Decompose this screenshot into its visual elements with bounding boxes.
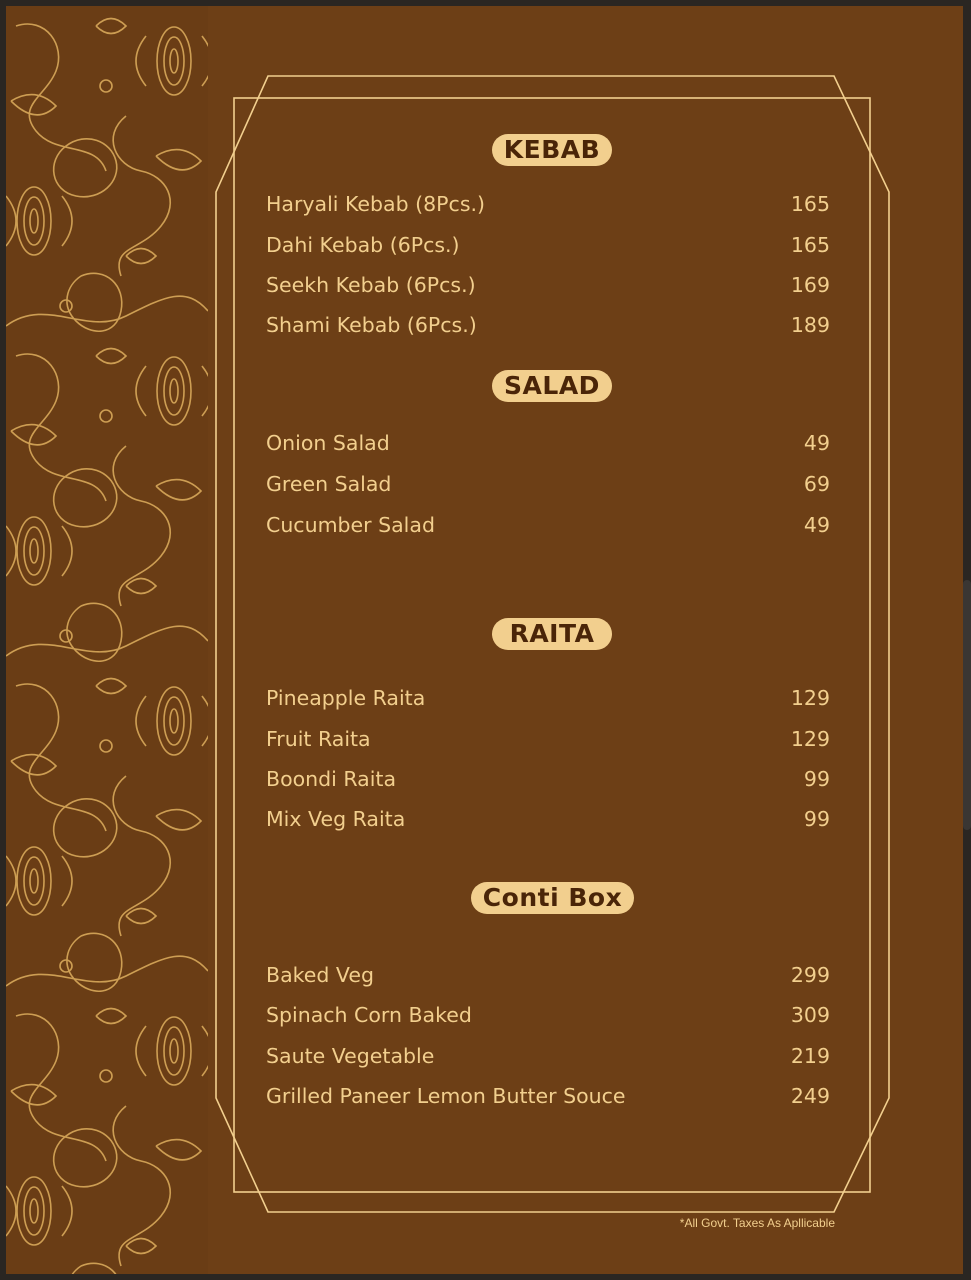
menu-item	[266, 1041, 830, 1071]
item-price: 49	[803, 431, 830, 455]
item-name: Boondi Raita	[266, 767, 397, 791]
item-name: Fruit Raita	[266, 727, 371, 751]
item-name: Dahi Kebab (6Pcs.)	[266, 233, 460, 257]
item-price: 249	[790, 1084, 830, 1108]
section-title-conti-box: Conti Box	[471, 882, 634, 914]
menu-item	[266, 960, 830, 990]
item-name: Grilled Paneer Lemon Butter Souce	[266, 1084, 626, 1108]
menu-item	[266, 683, 830, 713]
menu-item	[266, 270, 830, 300]
menu-page	[6, 6, 963, 1274]
section-title-raita: RAITA	[492, 618, 612, 650]
item-price: 165	[790, 192, 830, 216]
item-price: 69	[803, 472, 830, 496]
tax-footnote: *All Govt. Taxes As Apllicable	[679, 1216, 835, 1230]
menu-item	[266, 1000, 830, 1030]
item-name: Cucumber Salad	[266, 513, 435, 537]
item-name: Saute Vegetable	[266, 1044, 435, 1068]
item-name: Baked Veg	[266, 963, 374, 987]
menu-item	[266, 1081, 830, 1111]
section-title-kebab: KEBAB	[492, 134, 612, 166]
menu-item	[266, 764, 830, 794]
menu-item	[266, 724, 830, 754]
item-price: 299	[790, 963, 830, 987]
item-price: 129	[790, 686, 830, 710]
menu-item	[266, 310, 830, 340]
item-price: 165	[790, 233, 830, 257]
item-name: Pineapple Raita	[266, 686, 426, 710]
item-name: Haryali Kebab (8Pcs.)	[266, 192, 486, 216]
item-price: 49	[803, 513, 830, 537]
item-price: 99	[803, 767, 830, 791]
menu-item	[266, 804, 830, 834]
item-price: 99	[803, 807, 830, 831]
section-title-salad: SALAD	[492, 370, 612, 402]
scrollbar[interactable]	[963, 580, 971, 830]
item-price: 189	[790, 313, 830, 337]
menu-item	[266, 510, 830, 540]
item-price: 169	[790, 273, 830, 297]
menu-item	[266, 428, 830, 458]
menu-item	[266, 230, 830, 260]
menu-item	[266, 189, 830, 219]
item-price: 219	[790, 1044, 830, 1068]
item-name: Shami Kebab (6Pcs.)	[266, 313, 477, 337]
item-price: 309	[790, 1003, 830, 1027]
item-name: Mix Veg Raita	[266, 807, 406, 831]
item-name: Green Salad	[266, 472, 392, 496]
item-name: Spinach Corn Baked	[266, 1003, 472, 1027]
menu-item	[266, 469, 830, 499]
item-name: Seekh Kebab (6Pcs.)	[266, 273, 476, 297]
item-name: Onion Salad	[266, 431, 390, 455]
item-price: 129	[790, 727, 830, 751]
